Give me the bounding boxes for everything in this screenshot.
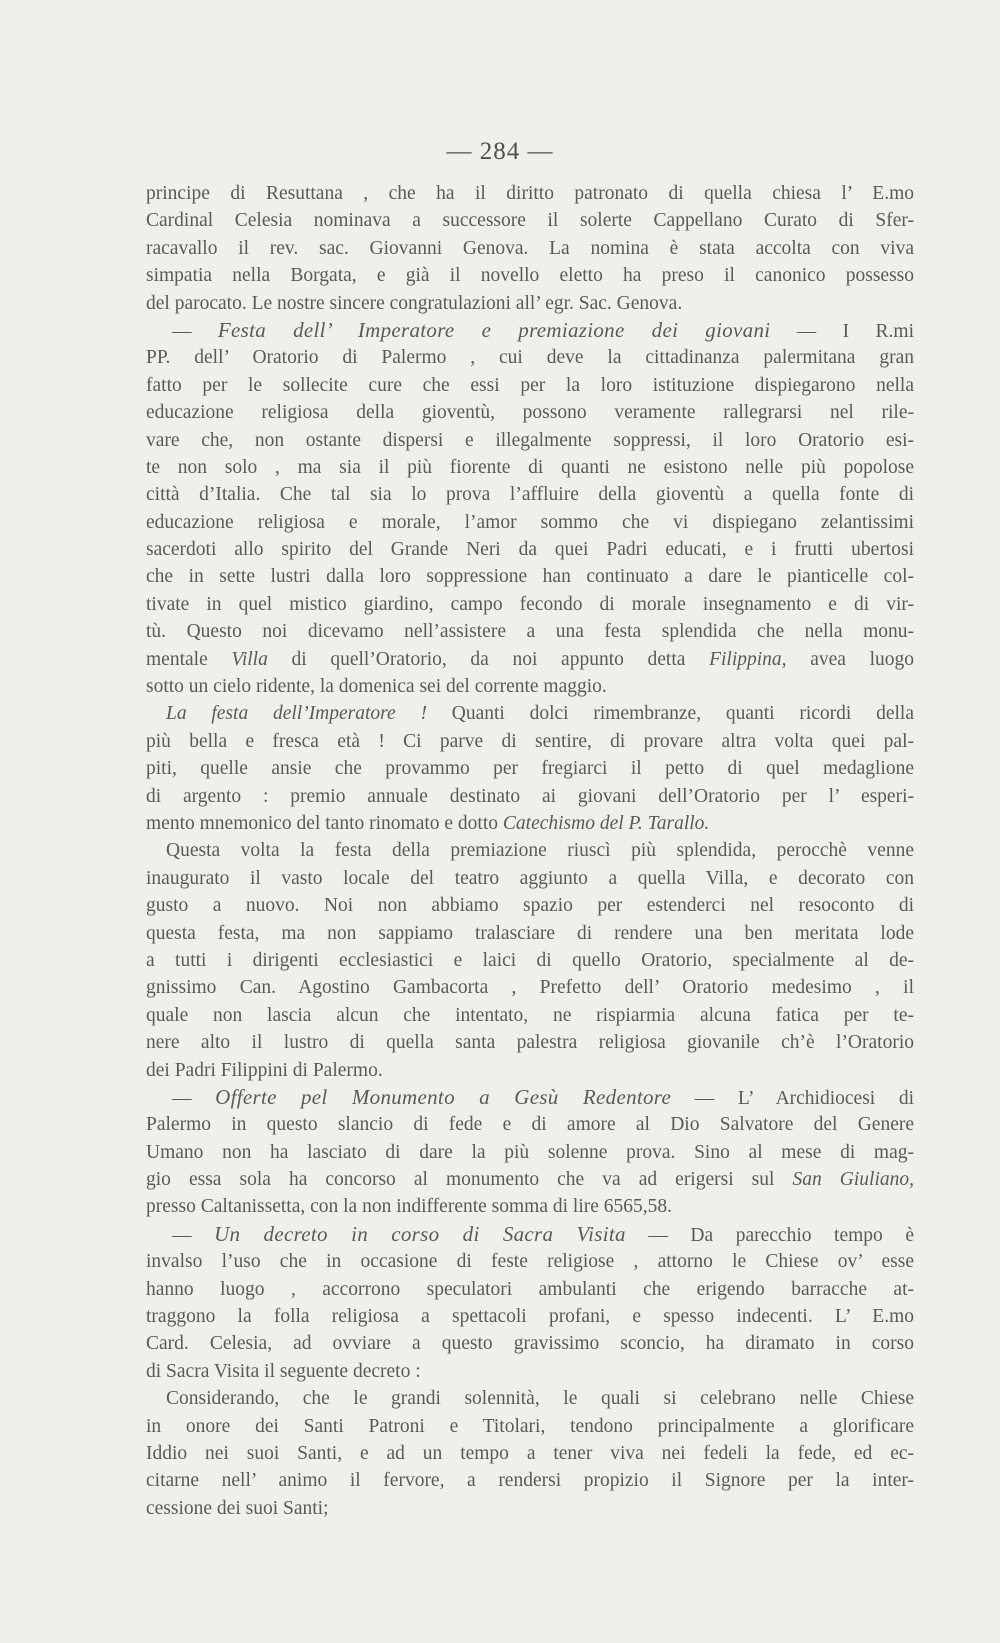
- text-run: —: [172, 320, 218, 342]
- text-run: hanno luogo , accorrono speculatori ambulanti che erigendo barracche at-: [146, 1278, 914, 1300]
- text-run: più bella e fresca età ! Ci parve di sentire, di provare altra volta quei pal-: [146, 730, 914, 752]
- text-run: inaugurato il vasto locale del teatro aggiunto a quella Villa, e decorato con: [146, 867, 914, 889]
- text-line: [146, 1166, 914, 1193]
- text-line: [146, 673, 914, 700]
- text-line: [146, 1139, 914, 1166]
- text-line: [146, 837, 914, 864]
- text-run: a tutti i dirigenti ecclesiastici e laici di quello Oratorio, specialmente al de-: [146, 949, 914, 971]
- text-run: —: [172, 1087, 216, 1109]
- text-run: quale non lascia alcun che intentato, ne rispiarmia alcuna fatica per te-: [146, 1004, 914, 1026]
- text-line: [146, 262, 914, 289]
- text-line: [146, 207, 914, 234]
- text-run: te non solo , ma sia il più fiorente di quanti ne esistono nelle più popolose: [146, 456, 914, 478]
- text-run: mentale: [146, 648, 232, 670]
- text-line: [146, 920, 914, 947]
- text-line: [146, 728, 914, 755]
- section-heading: Un decreto in corso di Sacra Visita: [214, 1221, 626, 1246]
- section-heading: Offerte pel Monumento a Gesù Redentore: [215, 1084, 672, 1109]
- text-run: — L’ Archidiocesi di: [671, 1087, 914, 1109]
- text-line: [146, 399, 914, 426]
- text-run: sotto un cielo ridente, la domenica sei del corrente maggio.: [146, 676, 607, 698]
- text-line: [146, 536, 914, 563]
- text-run: Umano non ha lasciato di dare la più solenne prova. Sino al mese di mag-: [146, 1141, 914, 1163]
- text-line: [146, 1111, 914, 1138]
- text-run: città d’Italia. Che tal sia lo prova l’affluire della gioventù a quella fonte di: [146, 484, 914, 506]
- text-line: [146, 235, 914, 262]
- text-line: [146, 1193, 914, 1220]
- text-run: sacerdoti allo spirito del Grande Neri da quei Padri educati, e i frutti ubertosi: [146, 539, 914, 561]
- text-line: [146, 810, 914, 837]
- italic-text: Villa: [231, 648, 268, 670]
- text-run: — Da parecchio tempo è: [625, 1224, 914, 1246]
- text-line: [146, 783, 914, 810]
- text-line: [146, 646, 914, 673]
- text-run: cessione dei suoi Santi;: [146, 1497, 329, 1519]
- section-heading: Festa dell’ Imperatore e premiazione dei giovani: [217, 317, 771, 342]
- text-line: [146, 1002, 914, 1029]
- text-line: [146, 1303, 914, 1330]
- text-run: PP. dell’ Oratorio di Palermo , cui deve la cittadinanza palermitana gran: [146, 347, 914, 369]
- text-line: [146, 563, 914, 590]
- text-run: Cardinal Celesia nominava a successore il solerte Cappellano Curato di Sfer-: [146, 210, 914, 232]
- text-line: [146, 1057, 914, 1084]
- page-number: — 284 —: [446, 138, 554, 165]
- text-line: [146, 700, 914, 727]
- text-run: mento mnemonico del tanto rinomato e dotto: [146, 812, 503, 834]
- text-run: di quell’Oratorio, da noi appunto detta: [267, 648, 710, 670]
- italic-text: Catechismo del P. Tarallo.: [502, 812, 710, 834]
- text-run: simpatia nella Borgata, e già il novello eletto ha preso il canonico possesso: [146, 265, 914, 287]
- text-run: citarne nell’ animo il fervore, a rendersi propizio il Signore per la inter-: [146, 1470, 914, 1492]
- text-run: Card. Celesia, ad ovviare a questo gravissimo sconcio, ha diramato in corso: [146, 1333, 914, 1355]
- text-run: educazione religiosa della gioventù, possono veramente rallegrarsi nel rile-: [146, 402, 914, 424]
- text-line: [146, 509, 914, 536]
- text-run: Considerando, che le grandi solennità, le quali si celebrano nelle Chiese: [166, 1388, 914, 1410]
- text-line: [146, 481, 914, 508]
- text-line: [146, 1029, 914, 1056]
- text-run: piti, quelle ansie che provammo per fregiarci il petto di quel medaglione: [146, 758, 914, 780]
- text-run: in onore dei Santi Patroni e Titolari, tendono principalmente a glorificare: [146, 1415, 914, 1437]
- text-run: che in sette lustri dalla loro soppressione han continuato a dare le pianticelle col-: [146, 566, 914, 588]
- text-run: gusto a nuovo. Noi non abbiamo spazio per estenderci nel resoconto di: [146, 895, 914, 917]
- text-line: [146, 974, 914, 1001]
- text-line: [146, 1330, 914, 1357]
- text-line: [146, 290, 914, 317]
- text-run: presso Caltanissetta, con la non indifferente somma di lire 6565,58.: [146, 1196, 673, 1218]
- text-line: [146, 372, 914, 399]
- text-run: nere alto il lustro di quella santa palestra religiosa giovanile ch’è l’Oratorio: [146, 1032, 914, 1054]
- text-line: [146, 1495, 914, 1522]
- text-line: [146, 344, 914, 371]
- text-line: [146, 755, 914, 782]
- text-run: gio essa sola ha concorso al monumento che va ad erigersi sul: [146, 1169, 793, 1191]
- text-line: [146, 591, 914, 618]
- italic-text: La festa dell’Imperatore !: [166, 703, 427, 725]
- text-line: [146, 317, 914, 344]
- text-run: di argento : premio annuale destinato ai giovani dell’Oratorio per l’ esperi-: [146, 785, 914, 807]
- text-line: [146, 1276, 914, 1303]
- text-line: [146, 1467, 914, 1494]
- text-run: — I R.mi: [770, 320, 914, 342]
- text-line: [146, 618, 914, 645]
- text-line: [146, 1084, 914, 1111]
- text-run: racavallo il rev. sac. Giovanni Genova. La nomina è stata accolta con viva: [146, 237, 914, 259]
- body-text: [146, 180, 914, 1522]
- text-line: [146, 1440, 914, 1467]
- text-run: Palermo in questo slancio di fede e di amore al Dio Salvatore del Genere: [146, 1114, 914, 1136]
- text-run: del parocato. Le nostre sincere congratulazioni all’ egr. Sac. Genova.: [146, 292, 683, 314]
- text-line: [146, 427, 914, 454]
- text-line: [146, 892, 914, 919]
- text-run: principe di Resuttana , che ha il diritto patronato di quella chiesa l’ E.mo: [146, 183, 914, 204]
- text-line: [146, 1358, 914, 1385]
- text-run: tivate in quel mistico giardino, campo fecondo di morale insegnamento e di vir-: [146, 593, 914, 615]
- text-line: [146, 1413, 914, 1440]
- text-run: gnissimo Can. Agostino Gambacorta , Prefetto dell’ Oratorio medesimo , il: [146, 977, 914, 999]
- text-run: di Sacra Visita il seguente decreto :: [146, 1360, 421, 1382]
- text-run: questa festa, ma non sappiamo tralasciare di rendere una ben meritata lode: [146, 922, 914, 944]
- text-run: dei Padri Filippini di Palermo.: [146, 1059, 383, 1081]
- text-run: traggono la folla religiosa a spettacoli profani, e spesso indecenti. L’ E.mo: [146, 1306, 914, 1328]
- text-line: [146, 1248, 914, 1275]
- text-run: educazione religiosa e morale, l’amor sommo che vi dispiegano zelantissimi: [146, 511, 914, 533]
- text-line: [146, 947, 914, 974]
- text-run: Iddio nei suoi Santi, e ad un tempo a tener viva nei fedeli la fede, ed ec-: [146, 1442, 914, 1464]
- text-run: —: [172, 1224, 215, 1246]
- italic-text: Filippina,: [709, 648, 787, 670]
- text-line: [146, 1221, 914, 1248]
- text-line: [146, 180, 914, 207]
- text-run: invalso l’uso che in occasione di feste religiose , attorno le Chiese ov’ esse: [146, 1251, 914, 1273]
- text-run: Quanti dolci rimembranze, quanti ricordi della: [426, 703, 914, 725]
- text-run: tù. Questo noi dicevamo nell’assistere a una festa splendida che nella monu-: [146, 621, 914, 643]
- text-run: avea luogo: [786, 648, 914, 670]
- text-line: [146, 865, 914, 892]
- text-run: Questa volta la festa della premiazione riuscì più splendida, perocchè venne: [166, 840, 914, 862]
- italic-text: San Giuliano,: [792, 1169, 914, 1191]
- text-line: [146, 454, 914, 481]
- text-line: [146, 1385, 914, 1412]
- text-run: vare che, non ostante dispersi e illegalmente soppressi, il loro Oratorio esi-: [146, 429, 914, 451]
- text-run: fatto per le sollecite cure che essi per la loro istituzione dispiegarono nella: [146, 374, 914, 396]
